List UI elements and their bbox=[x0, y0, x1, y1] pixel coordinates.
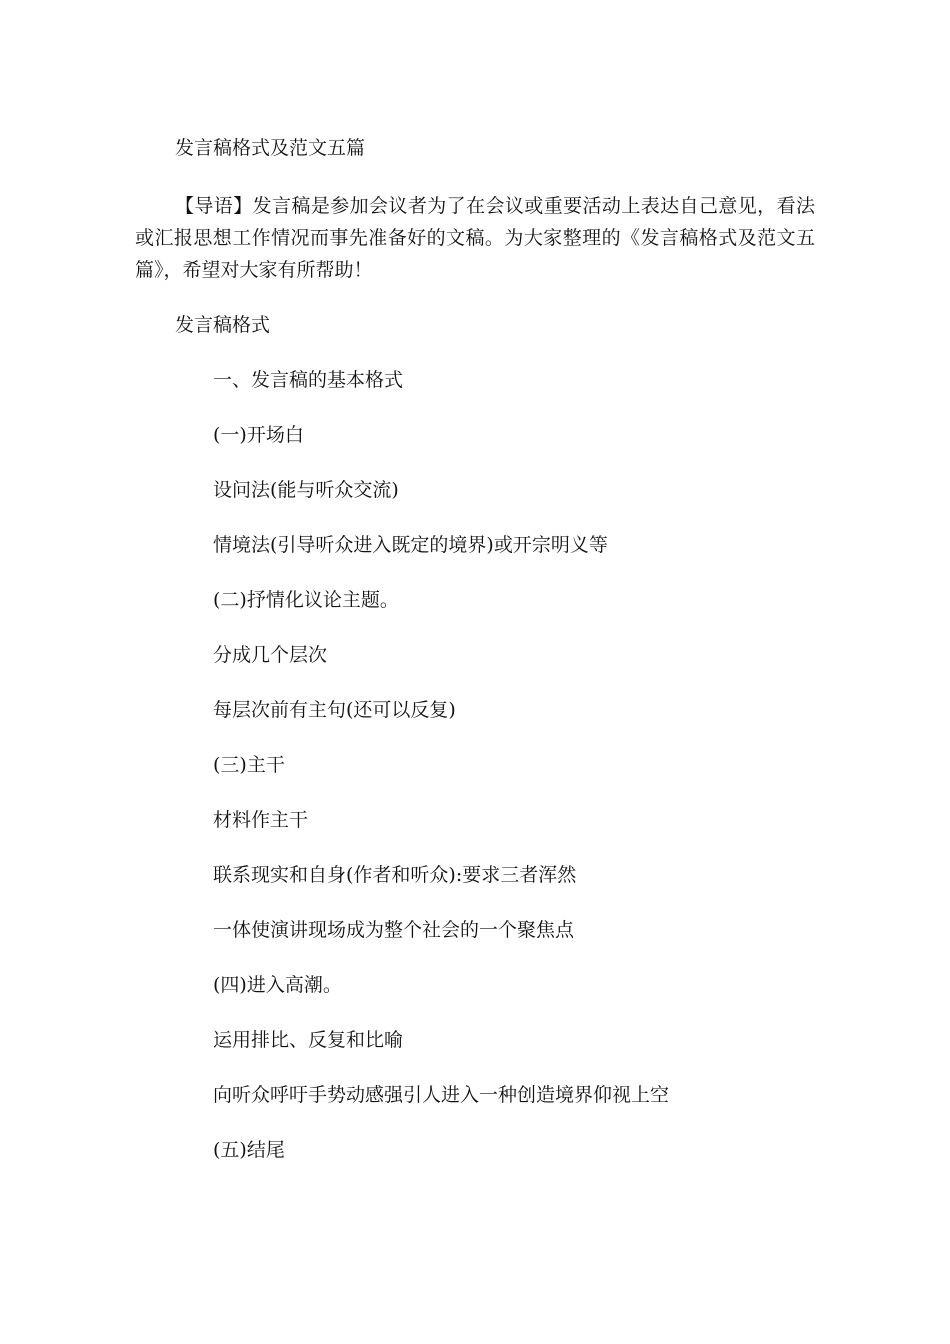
list-item: 设问法(能与听众交流) bbox=[213, 479, 399, 501]
list-item: 情境法(引导听众进入既定的境界)或开宗明义等 bbox=[213, 534, 608, 556]
list-item: 联系现实和自身(作者和听众):要求三者浑然 bbox=[213, 864, 577, 886]
list-item: 每层次前有主句(还可以反复) bbox=[213, 699, 456, 721]
list-item: (三)主干 bbox=[213, 754, 285, 776]
section-heading: 发言稿格式 bbox=[175, 314, 271, 336]
list-item: 运用排比、反复和比喻 bbox=[213, 1029, 404, 1051]
intro-paragraph: 【导语】发言稿是参加会议者为了在会议或重要活动上表达自己意见，看法或汇报思想工作情况而事先准备好的文稿。为大家整理的《发言稿格式及范文五篇》，希望对大家有所帮助！ bbox=[135, 195, 815, 281]
document-title: 发言稿格式及范文五篇 bbox=[175, 137, 366, 159]
list-item: (五)结尾 bbox=[213, 1139, 285, 1161]
list-item: (一)开场白 bbox=[213, 424, 304, 446]
list-item: 一体使演讲现场成为整个社会的一个聚焦点 bbox=[213, 919, 575, 941]
list-item: (二)抒情化议论主题。 bbox=[213, 589, 399, 611]
list-item: 分成几个层次 bbox=[213, 644, 328, 666]
subheading: 一、发言稿的基本格式 bbox=[213, 369, 404, 391]
list-item: (四)进入高潮。 bbox=[213, 974, 342, 996]
list-item: 材料作主干 bbox=[213, 809, 309, 831]
list-item: 向听众呼吁手势动感强引人进入一种创造境界仰视上空 bbox=[213, 1084, 670, 1106]
